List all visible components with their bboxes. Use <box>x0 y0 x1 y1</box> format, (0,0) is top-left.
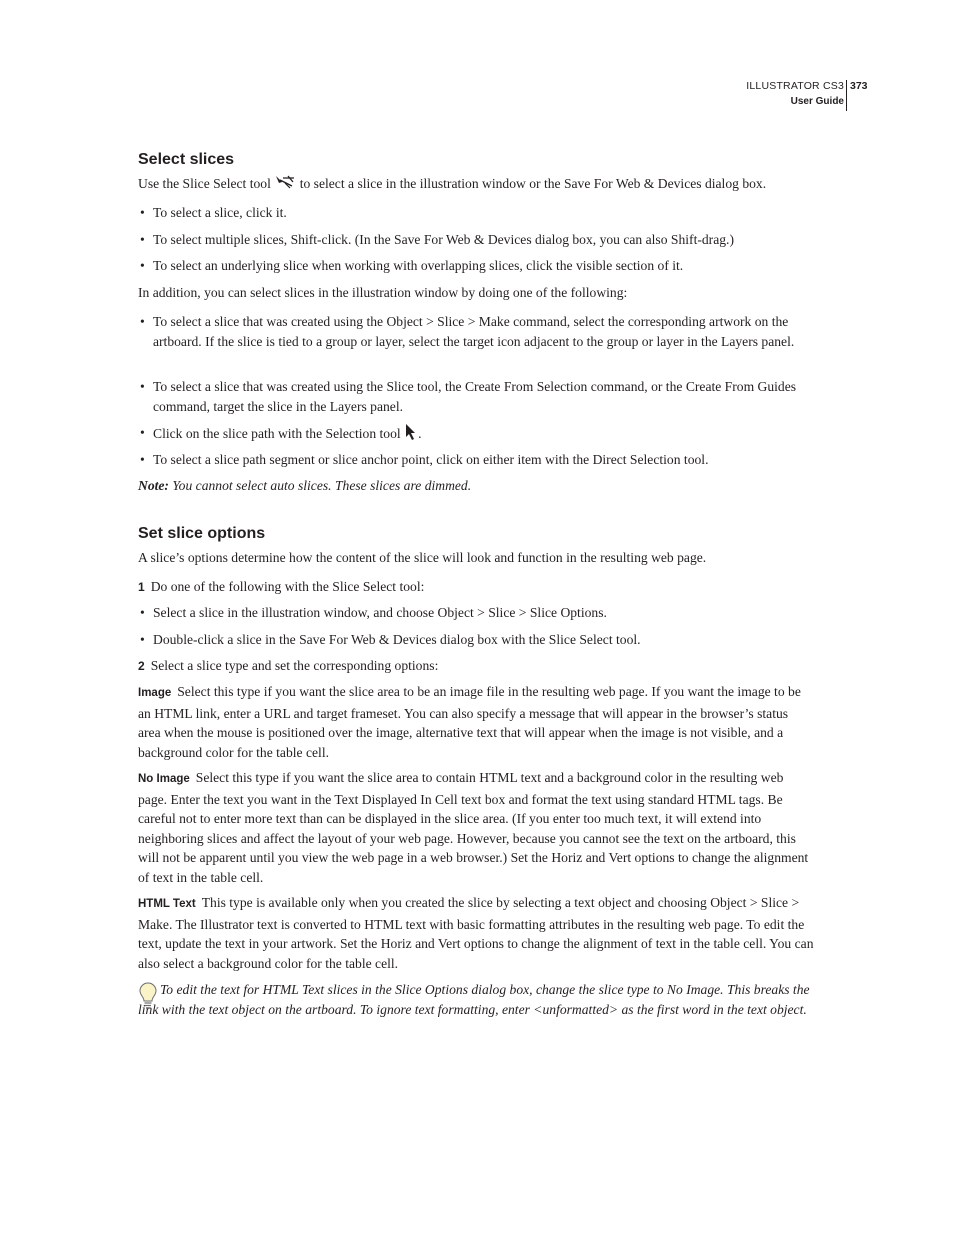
header-divider <box>846 80 847 111</box>
section2-intro: A slice’s options determine how the content of the slice will look and function in the resulting web page. <box>138 550 707 565</box>
product-name: ILLUSTRATOR CS3 <box>746 80 844 92</box>
section-heading-select-slices: Select slices <box>138 151 235 168</box>
bullet-text: To select multiple slices, Shift-click. (In the Save For Web & Devices dialog box, you can also Shift-drag.) <box>153 232 734 247</box>
term-description: This type is available only when you created the slice by selecting a text object and choosing Object > Slice > Make. The Illustrator text is converted to HTML text with basic formatting attributes in the resulting web page. To edit the text, update the text in your artwork. Set the Horiz and Vert options to change the alignment of text in the table cell. You can also select a background color for the table cell. <box>138 895 814 971</box>
bullet-item: • To select a slice path segment or slice anchor point, click on either item with the Direct Selection tool. <box>140 452 709 467</box>
section-heading-set-slice-options: Set slice options <box>138 525 266 542</box>
tip <box>138 980 814 1019</box>
bullet-text: Double-click a slice in the Save For Web & Devices dialog box with the Slice Select tool. <box>153 632 641 647</box>
step-number: 2 <box>138 659 145 673</box>
term-no-image <box>138 768 814 888</box>
page-number: 373 <box>850 80 868 92</box>
note <box>138 476 814 496</box>
guide-name: User Guide <box>790 96 844 107</box>
bullet-text: Click on the slice path with the Selection tool <box>153 425 401 441</box>
running-header <box>746 79 844 109</box>
step-number: 1 <box>138 580 145 594</box>
term-label: No Image <box>138 773 190 785</box>
bullet-item: • Double-click a slice in the Save For Web & Devices dialog box with the Slice Select tool. <box>140 632 641 647</box>
bullet-text: To select a slice that was created using the Slice tool, the Create From Selection command, or the Create From Guides command, target the slice in the Layers panel. <box>153 379 797 414</box>
slice-select-tool-icon <box>274 174 296 196</box>
bullet-text: To select a slice that was created using the Object > Slice > Make command, select the corresponding artwork on the artboard. If the slice is tied to a group or layer, select the target icon adjacent to the group or layer in the Layers panel. <box>153 314 795 349</box>
tip-text: To edit the text for HTML Text slices in the Slice Options dialog box, change the slice type to No Image. This breaks the link with the text object on the artboard. To ignore text formatting, enter <unformatted> as the first word in the text object. <box>138 982 810 1017</box>
lightbulb-icon <box>138 980 158 1015</box>
section1-para2: In addition, you can select slices in the illustration window by doing one of the following: <box>138 285 628 300</box>
bullet-text: Select a slice in the illustration window, and choose Object > Slice > Slice Options. <box>153 605 607 620</box>
intro-after-text: to select a slice in the illustration window or the Save For Web & Devices dialog box. <box>299 176 767 191</box>
bullet-item: • To select a slice, click it. <box>140 205 287 220</box>
step-2 <box>138 656 814 677</box>
note-label: Note: <box>138 478 169 493</box>
bullet-item: • To select an underlying slice when working with overlapping slices, click the visible section of it. <box>140 258 684 273</box>
bullet-item: • To select a slice that was created using the Object > Slice > Make command, select the corresponding artwork on the artboard. If the slice is tied to a group or layer, select the target icon adjacent to the group or layer in the Layers panel. <box>140 314 795 349</box>
intro-before-text: Use the Slice Select tool <box>138 176 271 191</box>
term-description: Select this type if you want the slice area to contain HTML text and a background color in the resulting web page. Enter the text you want in the Text Displayed In Cell text box and format the text using standard HTML tags. Be careful not to enter more text than can be displayed in the slice area. (If you enter too much text, it will extend into neighboring slices and affect the layout of your web page. However, because you cannot see the text on the artboard, this will not be apparent until you view the web page in a web browser.) Set the Horiz and Vert options to change the alignment of text in the table cell. <box>138 770 809 885</box>
bullet-text: To select a slice, click it. <box>153 205 287 220</box>
section1-intro <box>138 174 814 196</box>
term-image <box>138 682 814 762</box>
bullet-text: To select a slice path segment or slice anchor point, click on either item with the Direct Selection tool. <box>153 452 709 467</box>
bullet-item: • Select a slice in the illustration window, and choose Object > Slice > Slice Options. <box>140 605 607 620</box>
term-description: Select this type if you want the slice area to be an image file in the resulting web page. If you want the image to be an HTML link, enter a URL and target frameset. You can also specify a message that will appear in the browser’s status area when the mouse is positioned over the image, alternative text that will appear when the image is not visible, and a background color for the table cell. <box>138 684 801 760</box>
bullet-item: • To select multiple slices, Shift-click. (In the Save For Web & Devices dialog box, you can also Shift-drag.) <box>140 232 734 247</box>
term-label: Image <box>138 687 172 699</box>
bullet-item: • To select a slice that was created using the Slice tool, the Create From Selection command, or the Create From Guides command, target the slice in the Layers panel. <box>140 379 797 414</box>
step-text: Do one of the following with the Slice Select tool: <box>150 579 425 594</box>
bullet-text: To select an underlying slice when working with overlapping slices, click the visible section of it. <box>153 258 684 273</box>
bullet-item: • Click on the slice path with the Selection tool . <box>138 423 814 447</box>
step-text: Select a slice type and set the corresponding options: <box>150 658 439 673</box>
term-html-text <box>138 893 814 973</box>
step-1 <box>138 577 814 598</box>
selection-tool-icon <box>404 423 418 447</box>
term-label: HTML Text <box>138 898 196 910</box>
note-text: You cannot select auto slices. These slices are dimmed. <box>172 478 472 493</box>
